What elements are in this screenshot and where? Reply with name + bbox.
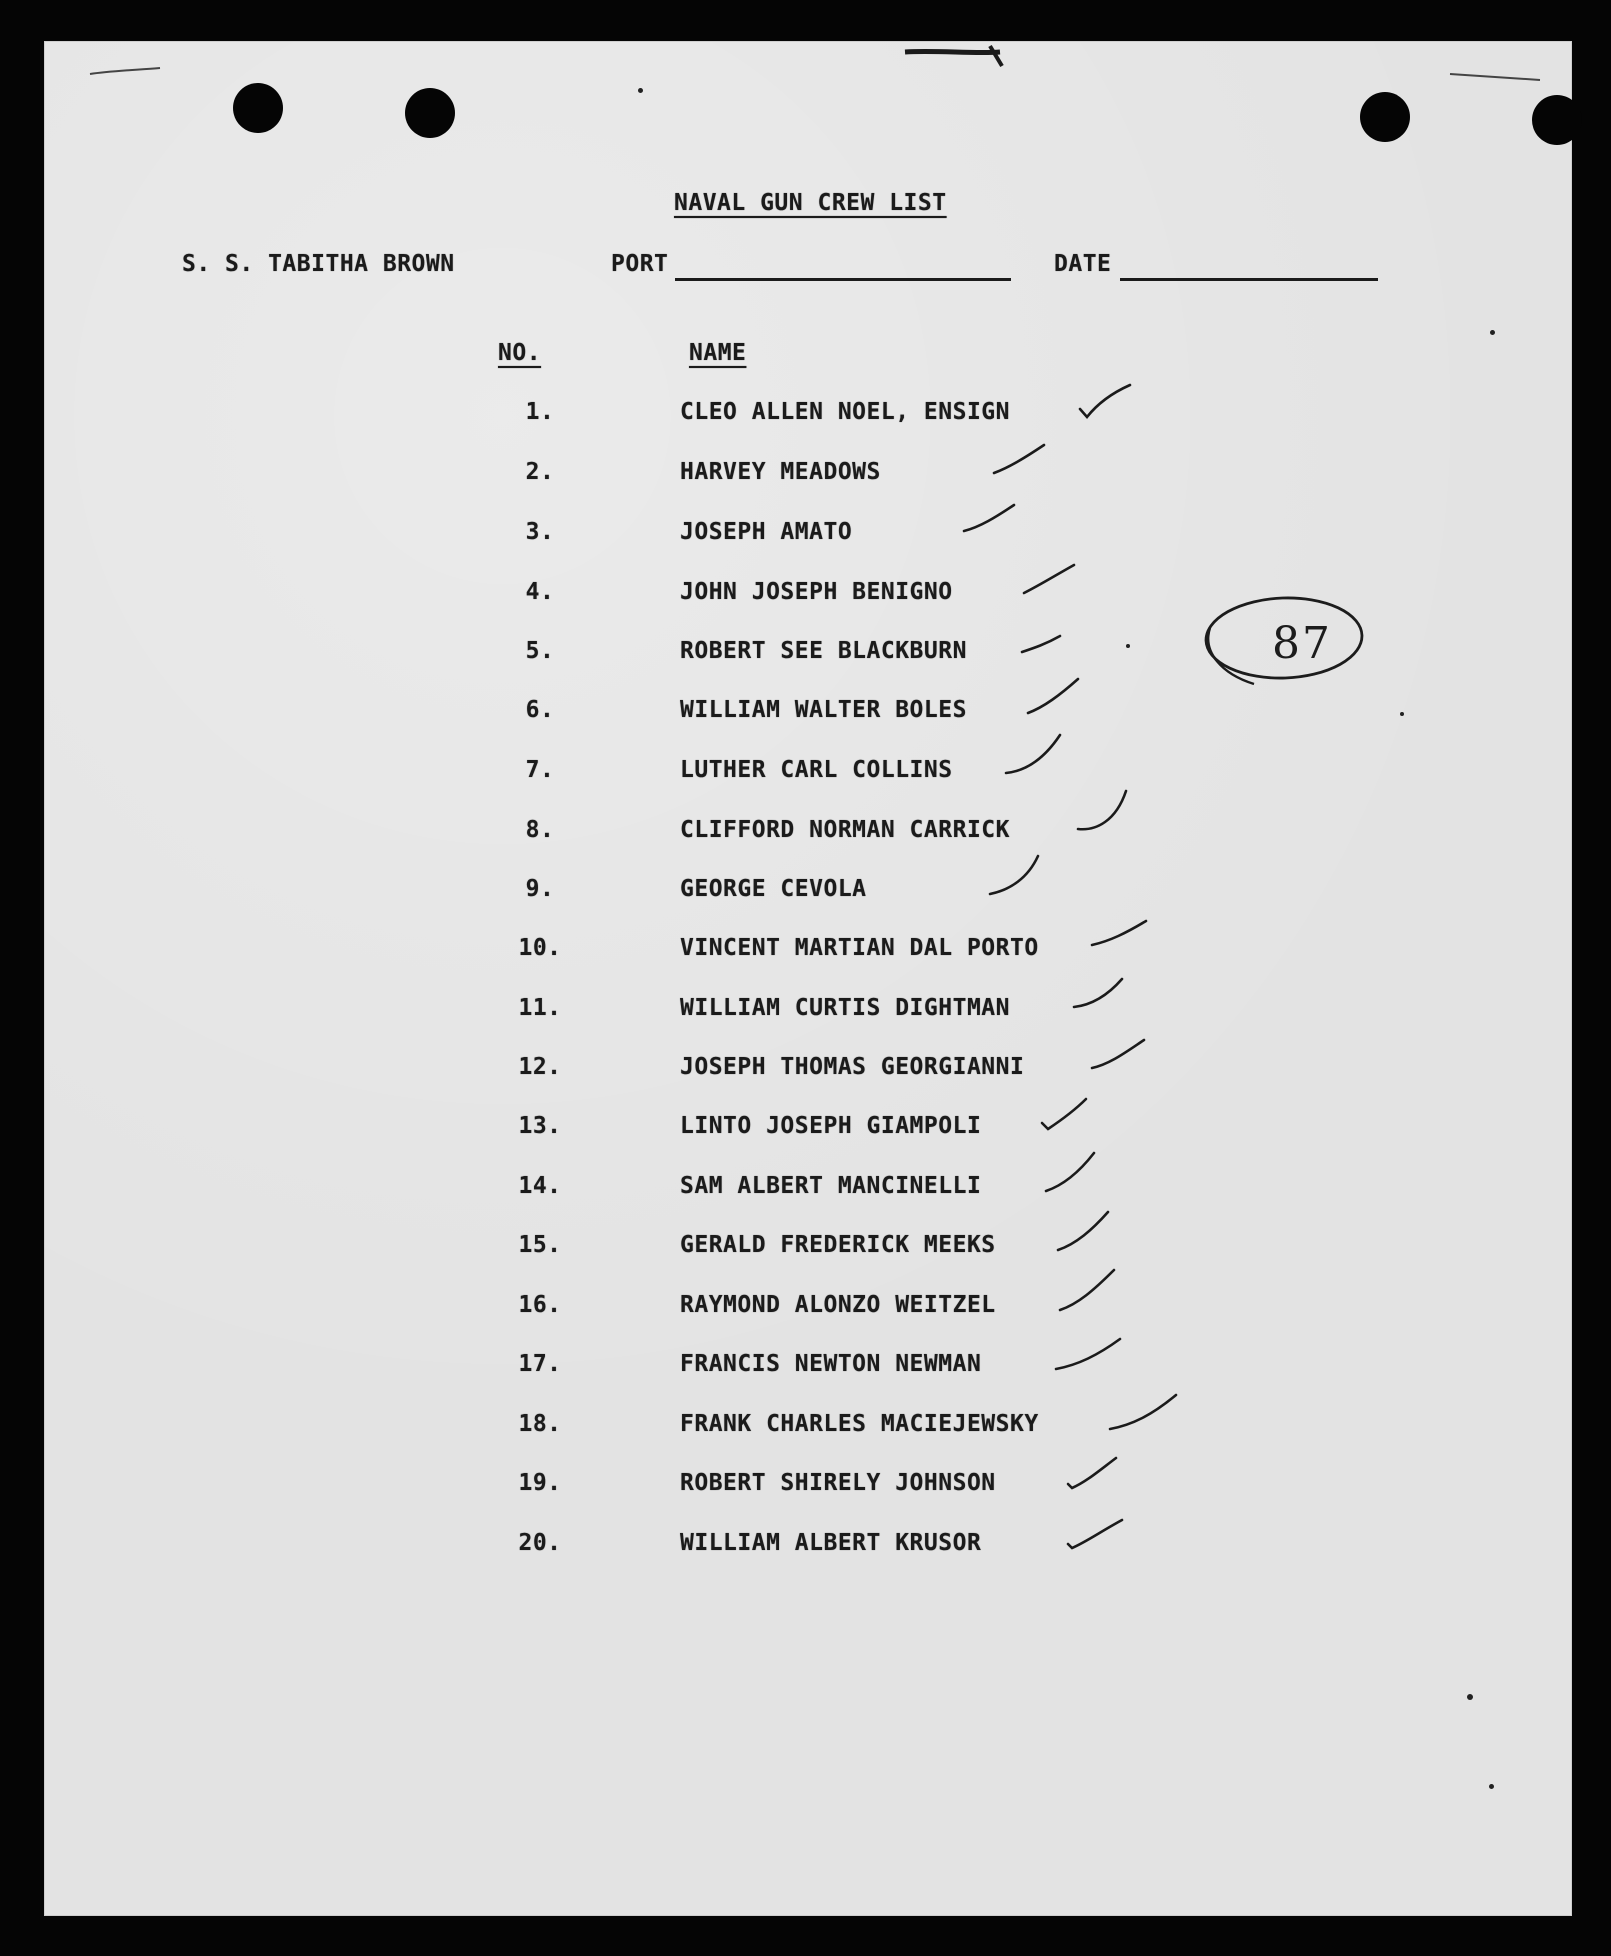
crew-row xyxy=(500,1470,1160,1510)
crew-number: 10. xyxy=(518,935,562,961)
crew-row xyxy=(500,399,1160,439)
crew-name: ROBERT SHIRELY JOHNSON xyxy=(680,1470,996,1496)
crew-row xyxy=(500,757,1160,797)
check-mark-icon xyxy=(988,860,1058,898)
paper-speck xyxy=(1489,1784,1494,1789)
crew-number: 1. xyxy=(525,399,555,425)
crew-number: 15. xyxy=(518,1232,562,1258)
crew-name: RAYMOND ALONZO WEITZEL xyxy=(680,1292,996,1318)
column-header-name: NAME xyxy=(689,340,747,366)
crew-number: 20. xyxy=(518,1530,562,1556)
crew-number: 17. xyxy=(518,1351,562,1377)
paper-speck xyxy=(1490,330,1495,335)
crew-number: 12. xyxy=(518,1054,562,1080)
crew-number: 16. xyxy=(518,1292,562,1318)
crew-number: 14. xyxy=(518,1173,562,1199)
column-header-number: NO. xyxy=(498,340,542,366)
check-mark-icon xyxy=(1020,622,1090,660)
crew-number: 19. xyxy=(518,1470,562,1496)
crew-name: ROBERT SEE BLACKBURN xyxy=(680,638,967,664)
crew-name: WILLIAM CURTIS DIGHTMAN xyxy=(680,995,1010,1021)
crew-name: JOSEPH THOMAS GEORGIANNI xyxy=(680,1054,1025,1080)
check-mark-icon xyxy=(1054,1335,1124,1373)
paper-speck xyxy=(1400,712,1404,716)
crew-name: JOHN JOSEPH BENIGNO xyxy=(680,579,953,605)
crew-name: SAM ALBERT MANCINELLI xyxy=(680,1173,982,1199)
crew-number: 13. xyxy=(518,1113,562,1139)
check-mark-icon xyxy=(1026,681,1096,719)
paper-speck xyxy=(1467,1694,1473,1700)
crew-row xyxy=(500,1530,1160,1570)
crew-row xyxy=(500,1292,1160,1332)
date-blank-line xyxy=(1120,278,1378,281)
crew-name: WILLIAM WALTER BOLES xyxy=(680,697,967,723)
crew-name: VINCENT MARTIAN DAL PORTO xyxy=(680,935,1039,961)
crew-name: LINTO JOSEPH GIAMPOLI xyxy=(680,1113,982,1139)
port-blank-line xyxy=(675,278,1011,281)
top-edge-marks xyxy=(0,0,1611,120)
crew-name: HARVEY MEADOWS xyxy=(680,459,881,485)
check-mark-icon xyxy=(1066,1454,1136,1492)
crew-row xyxy=(500,876,1160,916)
check-mark-icon xyxy=(962,503,1032,541)
crew-row xyxy=(500,1411,1160,1451)
crew-name: CLEO ALLEN NOEL, ENSIGN xyxy=(680,399,1010,425)
check-mark-icon xyxy=(1022,563,1092,601)
crew-row xyxy=(500,459,1160,499)
crew-number: 18. xyxy=(518,1411,562,1437)
crew-row xyxy=(500,935,1160,975)
check-mark-icon xyxy=(1076,801,1146,839)
crew-row xyxy=(500,1351,1160,1391)
check-mark-icon xyxy=(992,443,1062,481)
crew-row xyxy=(500,817,1160,857)
crew-row xyxy=(500,1173,1160,1213)
date-label: DATE xyxy=(1054,251,1112,277)
check-mark-icon xyxy=(1044,1157,1114,1195)
crew-row xyxy=(500,697,1160,737)
crew-name: CLIFFORD NORMAN CARRICK xyxy=(680,817,1010,843)
crew-number: 5. xyxy=(525,638,555,664)
annotation-number: 87 xyxy=(1272,618,1332,669)
crew-name: GERALD FREDERICK MEEKS xyxy=(680,1232,996,1258)
crew-number: 6. xyxy=(525,697,555,723)
crew-row xyxy=(500,1113,1160,1153)
crew-name: LUTHER CARL COLLINS xyxy=(680,757,953,783)
crew-row xyxy=(500,1054,1160,1094)
document-page xyxy=(44,41,1572,1916)
crew-name: FRANK CHARLES MACIEJEWSKY xyxy=(680,1411,1039,1437)
crew-name: FRANCIS NEWTON NEWMAN xyxy=(680,1351,982,1377)
crew-number: 9. xyxy=(525,876,555,902)
crew-row xyxy=(500,995,1160,1035)
crew-row xyxy=(500,1232,1160,1272)
check-mark-icon xyxy=(1066,1514,1136,1552)
check-mark-icon xyxy=(1072,979,1142,1017)
crew-number: 4. xyxy=(525,579,555,605)
crew-name: JOSEPH AMATO xyxy=(680,519,853,545)
crew-number: 3. xyxy=(525,519,555,545)
check-mark-icon xyxy=(1078,383,1148,421)
crew-row xyxy=(500,579,1160,619)
crew-name: WILLIAM ALBERT KRUSOR xyxy=(680,1530,982,1556)
check-mark-icon xyxy=(1108,1395,1178,1433)
check-mark-icon xyxy=(1090,1038,1160,1076)
crew-row xyxy=(500,638,1160,678)
crew-number: 7. xyxy=(525,757,555,783)
check-mark-icon xyxy=(1090,919,1160,957)
port-label: PORT xyxy=(611,251,669,277)
check-mark-icon xyxy=(1058,1276,1128,1314)
crew-row xyxy=(500,519,1160,559)
crew-number: 8. xyxy=(525,817,555,843)
ship-name: S. S. TABITHA BROWN xyxy=(182,251,455,277)
crew-number: 11. xyxy=(518,995,562,1021)
check-mark-icon xyxy=(1040,1097,1110,1135)
check-mark-icon xyxy=(1056,1216,1126,1254)
crew-number: 2. xyxy=(525,459,555,485)
document-title: NAVAL GUN CREW LIST xyxy=(674,190,947,216)
crew-name: GEORGE CEVOLA xyxy=(680,876,867,902)
check-mark-icon xyxy=(1004,741,1074,779)
